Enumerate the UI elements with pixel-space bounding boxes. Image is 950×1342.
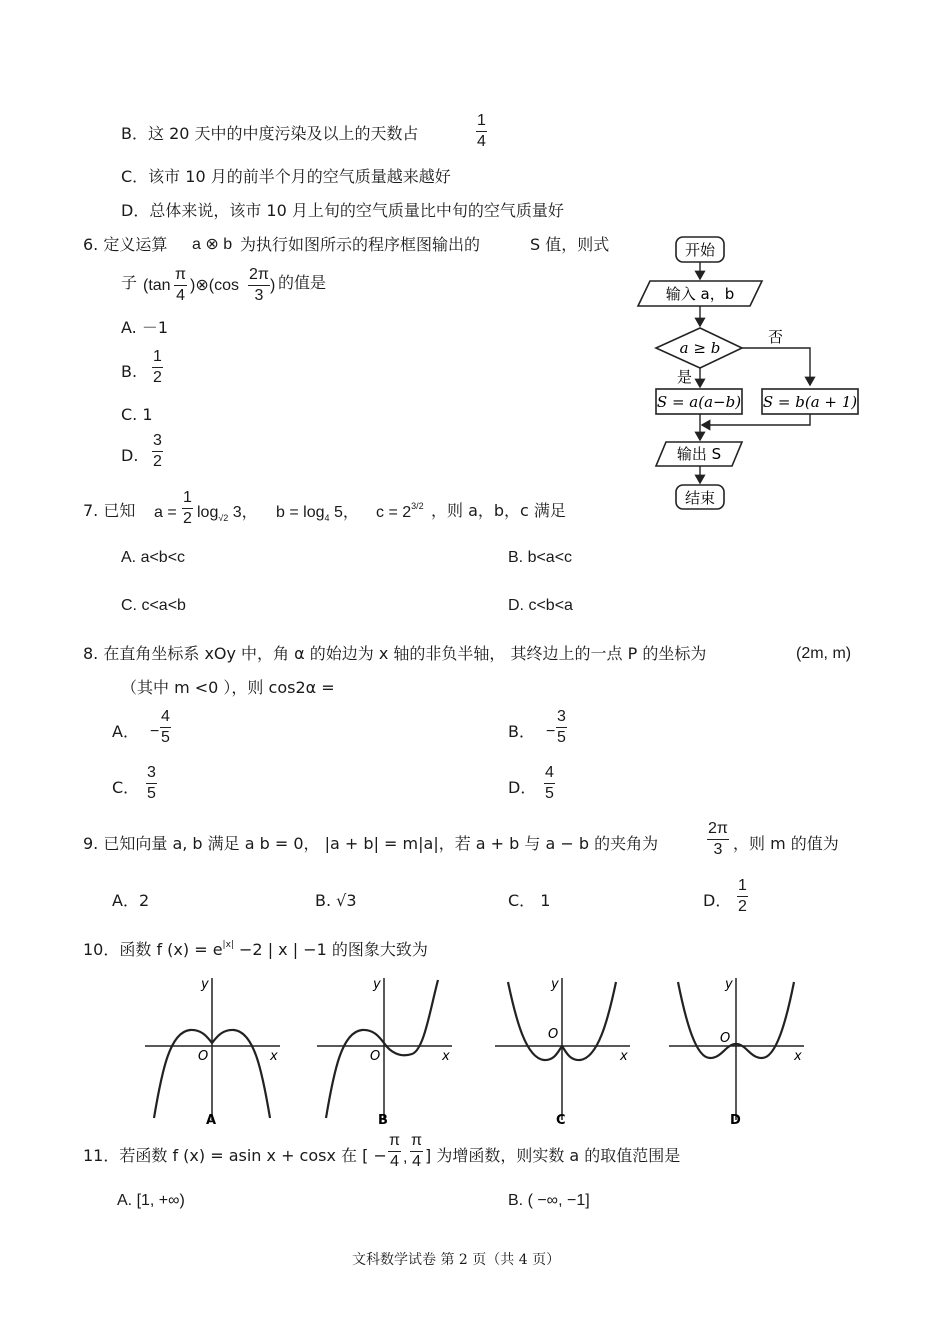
q6-stem-3: S 值，则式 [530,235,610,254]
q6-cos-fraction: 2π 3 [249,266,269,304]
q5-option-b: B．这 20 天中的中度污染及以上的天数占 [121,124,419,143]
q8-option-d-fraction: 4 5 [545,764,554,802]
page-footer: 文科数学试卷 第 2 页（共 4 页） [352,1252,561,1268]
q9-option-d-label: D． [703,891,732,910]
q7-b: $b = \log_4 5$， [276,504,359,523]
q8-option-c-fraction: 3 5 [147,764,156,802]
flowchart-start-label: 开始 [684,241,716,259]
q7-option-d: D. c<b<a [508,597,573,614]
flowchart-decision-label: a ≥ b [679,339,721,357]
svg-text:A: A [206,1113,217,1128]
svg-text:O: O [548,1027,559,1042]
q10-graph-c [490,970,640,1130]
q6-close-paren: ) [270,277,276,294]
svg-text:D: D [730,1113,741,1128]
svg-text:B: B [378,1113,388,1128]
flowchart-no-label: 否 [768,328,784,346]
q11-stem: 11．若函数 f (x) = asin x + cosx 在 [ − [83,1146,387,1165]
q7-option-a: A. a<b<c [121,549,186,566]
svg-text:O: O [370,1049,381,1064]
q6-stem-2: 为执行如图所示的程序框图输出的 [240,235,481,254]
q8-line1: 8. 在直角坐标系 xOy 中，角 α 的始边为 x 轴的非负半轴， 其终边上的一点 P 的坐标为 [83,644,707,663]
svg-text:O: O [720,1031,731,1046]
q9-option-d-fraction: 1 2 [738,877,747,915]
flowchart-input-label: 输入 a，b [665,285,735,303]
q9-stem: 9. 已知向量 a, b 满足 a b = 0， |a + b| = m|a|，若 a + b 与 a − b 的夹角为 [83,834,659,853]
q6-option-b-fraction: 1 2 [153,348,162,386]
svg-text:O: O [198,1049,209,1064]
q7-a-prefix: a = [154,504,177,521]
q9-option-a: A．2 [112,891,150,910]
svg-text:y: y [551,977,559,992]
q7-c-suffix: ，则 a，b，c 满足 [431,501,566,520]
q8-option-a-label: A． [112,722,139,741]
q10-graph-a [140,970,290,1130]
q10-graph-b [312,970,462,1130]
q9-suffix: ，则 m 的值为 [733,834,839,853]
q8-option-a-minus: − [150,723,160,740]
q6-otimes-cos: )⊗(cos [190,277,239,294]
q11-lower-fraction: π 4 [389,1132,401,1170]
flowchart-yes-process-label: S = a(a−b) [656,393,742,411]
q6-tan-fraction: π 4 [175,266,187,304]
q11-option-b: B. ( −∞, −1] [508,1192,590,1209]
svg-text:x: x [270,1049,278,1064]
q6-line2-prefix: 子 [121,273,138,292]
q6-line2-suffix: 的值是 [278,273,327,292]
svg-text:C: C [556,1113,566,1128]
q7-stem: 7. 已知 [83,501,136,520]
q8-option-b-label: B． [508,722,535,741]
q5-option-b-fraction: 1 4 [477,112,486,150]
q11-comma: , [403,1149,408,1166]
q11-option-a: A. [1, +∞) [117,1192,185,1209]
q5-option-c: C．该市 10 月的前半个月的空气质量越来越好 [121,167,451,186]
q6-option-d-fraction: 3 2 [153,432,162,470]
q7-a-log: $\log_{√2} 3$， [197,504,258,523]
q6-option-a: A. －1 [121,318,169,337]
q8-option-b-fraction: 3 5 [557,708,566,746]
svg-text:x: x [620,1049,628,1064]
q8-option-a-fraction: 4 5 [161,708,170,746]
q6-operation: a ⊗ b [192,236,233,253]
q11-upper-fraction: π 4 [411,1132,423,1170]
svg-text:y: y [373,977,381,992]
svg-text:y: y [201,977,209,992]
q8-option-d-label: D． [508,778,537,797]
q7-a-fraction: 1 2 [183,489,192,527]
q7-c: $c = 2^{3/2}$ [376,501,424,521]
svg-text:y: y [725,977,733,992]
flowchart-no-process-label: S = b(a + 1) [762,393,858,411]
q6-option-b-label: B. [121,362,138,381]
flowchart-end-label: 结束 [684,489,716,507]
q8-line2: （其中 m <0 ），则 cos2α = [121,678,335,697]
q10-graph-d [664,970,814,1130]
q7-option-c: C. c<a<b [121,597,186,614]
q10-stem: 10．函数 f $(x) = e^{|x|} -2$ | x | −1 的图象大致为 [83,940,428,959]
q6-tan: (tan [143,277,171,294]
svg-text:x: x [442,1049,450,1064]
flowchart-yes-label: 是 [677,368,693,386]
program-flowchart [630,230,870,515]
q9-option-c: C． 1 [508,891,551,910]
q8-option-c-label: C． [112,778,140,797]
q6-option-d-label: D. [121,446,139,465]
q7-option-b: B. b<a<c [508,549,573,566]
q5-option-d: D．总体来说，该市 10 月上旬的空气质量比中旬的空气质量好 [121,201,564,220]
flowchart-output-label: 输出 S [676,445,722,463]
q6-stem-1: 6. 定义运算 [83,235,168,254]
q8-option-b-minus: − [546,723,556,740]
q9-option-b: B. √3 [315,891,357,910]
q8-coordinate: (2m, m) [796,645,852,662]
q6-option-c: C. 1 [121,405,153,424]
q11-suffix: ] 为增函数，则实数 a 的取值范围是 [425,1146,681,1165]
q9-angle-fraction: 2π 3 [708,820,728,858]
svg-text:x: x [794,1049,802,1064]
